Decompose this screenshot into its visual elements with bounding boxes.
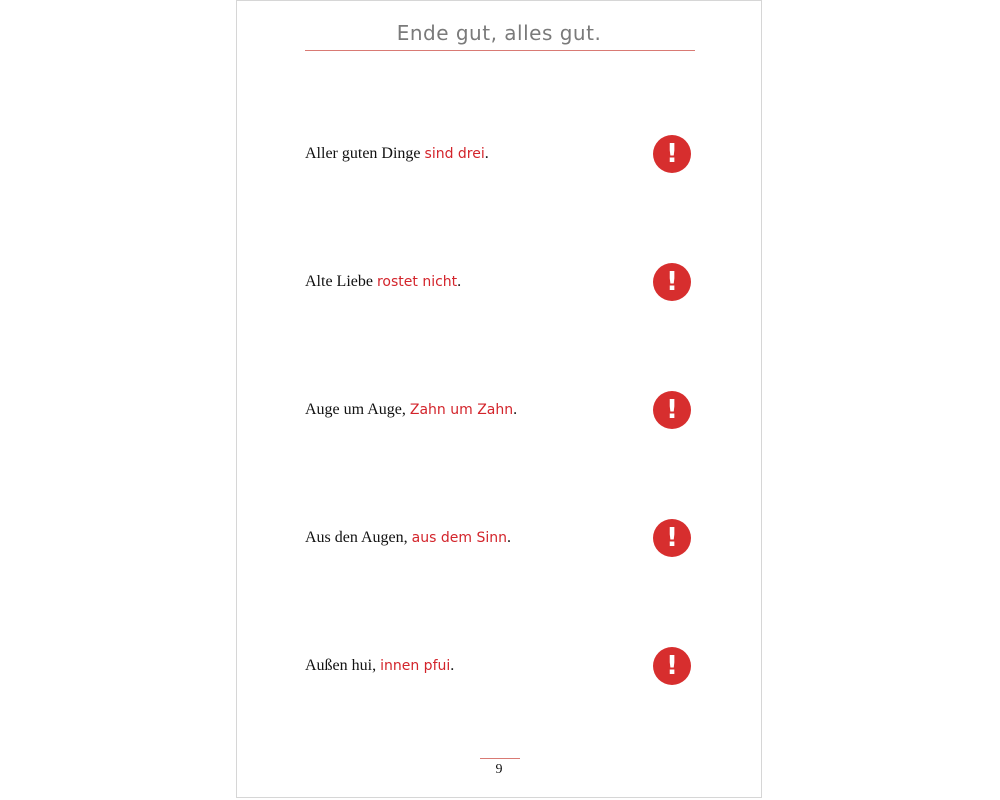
phrase-prefix: Außen hui, [305, 657, 381, 674]
phrase-accent: Zahn um Zahn [409, 402, 514, 418]
page-number: 9 [495, 762, 503, 777]
phrase-suffix: . [513, 401, 518, 418]
exclamation-icon: ! [653, 263, 691, 301]
phrase-prefix: Auge um Auge, [305, 401, 410, 418]
phrase-text [305, 529, 511, 547]
footer-divider [480, 758, 520, 759]
book-page [236, 0, 762, 798]
phrase-item [305, 519, 695, 559]
phrase-item [305, 391, 695, 431]
phrase-accent: rostet nicht [376, 274, 458, 290]
phrase-suffix: . [506, 529, 511, 546]
exclamation-icon: ! [653, 647, 691, 685]
phrase-suffix: . [450, 657, 455, 674]
phrase-accent: aus dem Sinn [411, 530, 507, 546]
phrase-item [305, 647, 695, 687]
phrase-text [305, 273, 461, 291]
exclamation-icon: ! [653, 519, 691, 557]
page-title: Ende gut, alles gut. [396, 21, 602, 45]
phrase-suffix: . [457, 273, 462, 290]
phrase-prefix: Aus den Augen, [305, 529, 412, 546]
phrase-item [305, 135, 695, 175]
exclamation-icon: ! [653, 135, 691, 173]
phrase-accent: sind drei [424, 146, 485, 162]
phrase-item [305, 263, 695, 303]
phrase-text [305, 401, 517, 419]
phrase-suffix: . [484, 145, 489, 162]
phrase-accent: innen pfui [380, 658, 451, 674]
exclamation-icon: ! [653, 391, 691, 429]
phrase-prefix: Alte Liebe [305, 273, 377, 290]
phrase-prefix: Aller guten Dinge [305, 145, 425, 162]
phrase-text [305, 145, 489, 163]
phrase-text [305, 657, 454, 675]
header-divider [305, 50, 695, 51]
